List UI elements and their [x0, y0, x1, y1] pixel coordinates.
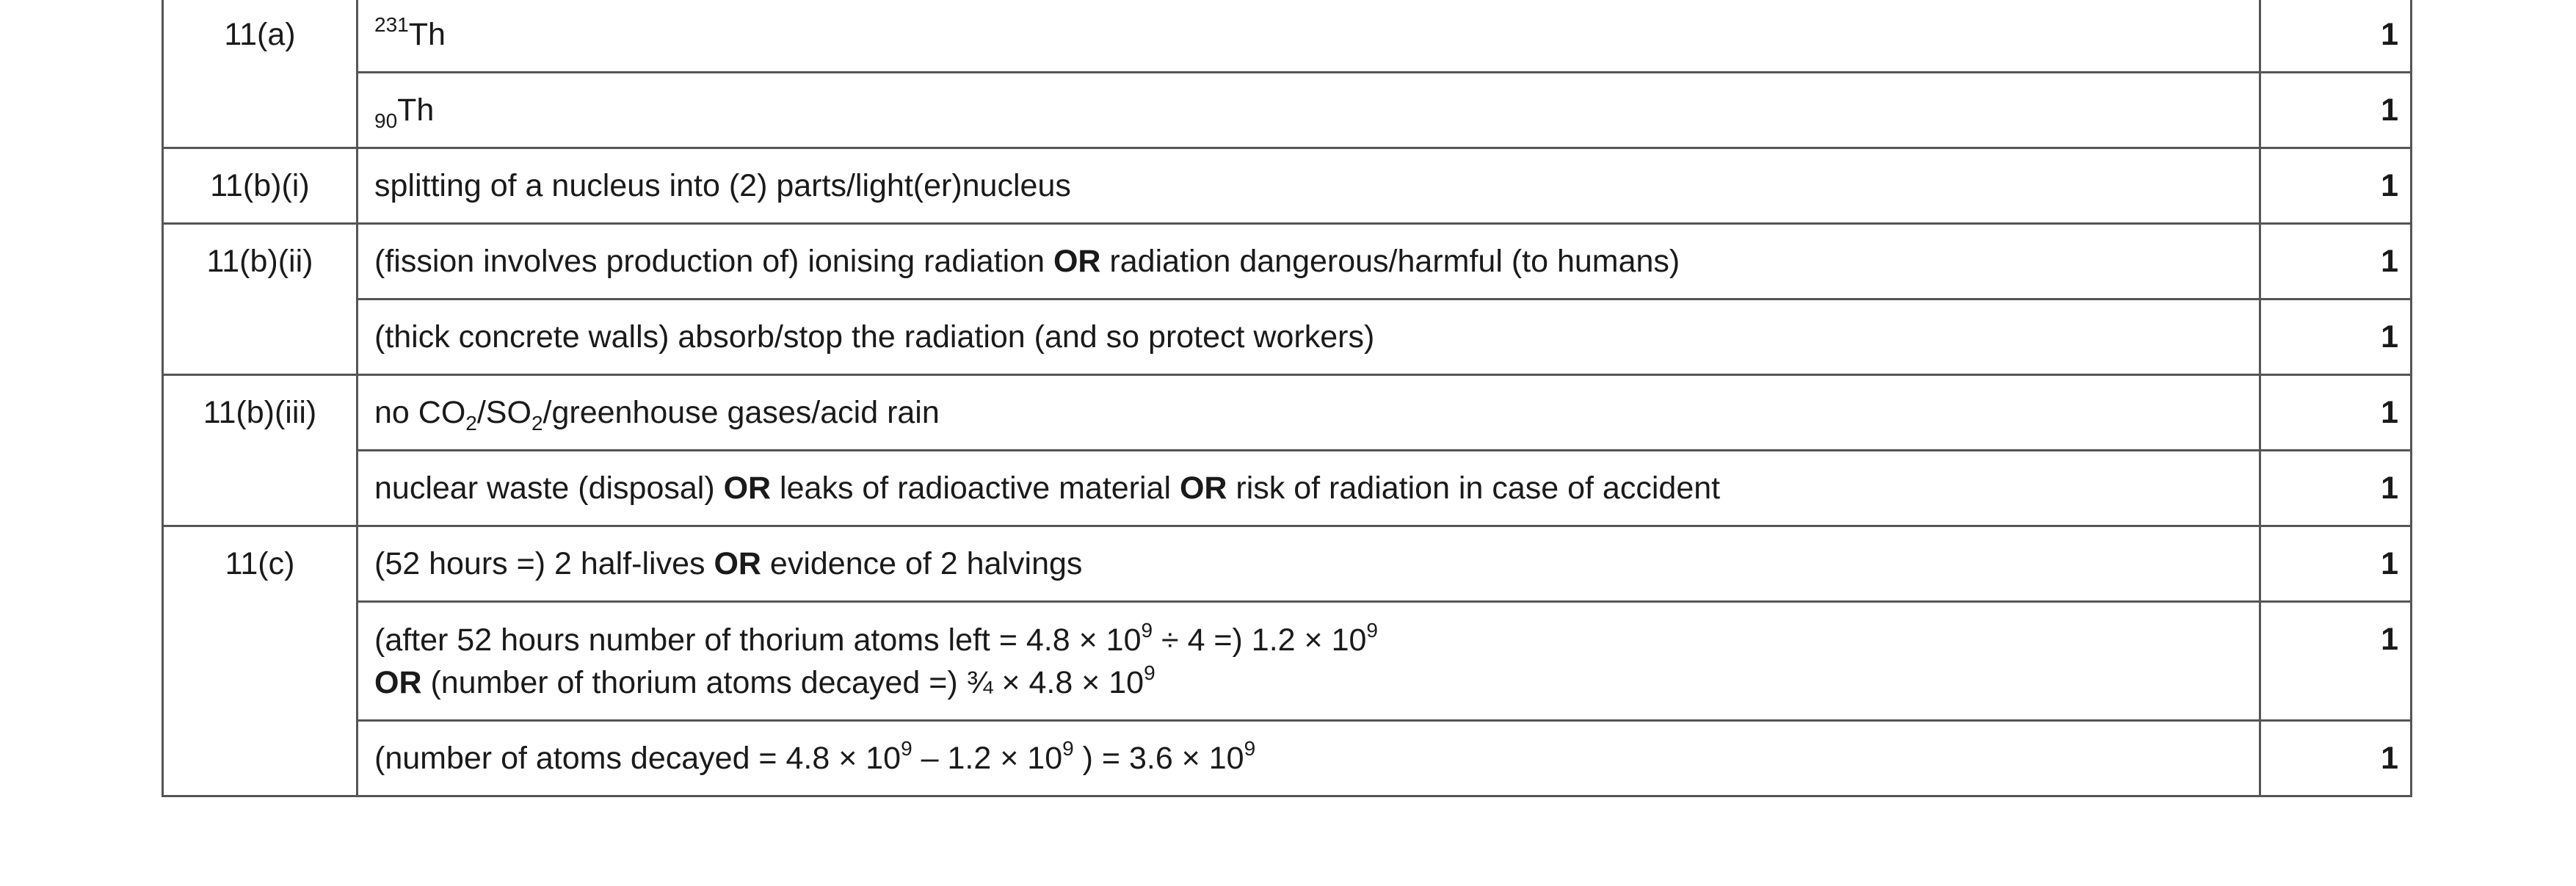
- question-number: 11(a): [224, 17, 296, 52]
- mark-value: 1: [2381, 395, 2398, 430]
- mark-value: 1: [2381, 741, 2398, 776]
- answer-line: OR (number of thorium atoms decayed =) ¾ × $4.8 \times 10^9$: [374, 661, 1155, 700]
- answer-cell: nuclear waste (disposal) OR leaks of radioactive material OR risk of radiation in case of accident: [358, 451, 2260, 526]
- answer-cell: (52 hours =) 2 half-lives OR evidence of 2 halvings: [358, 526, 2260, 602]
- mark-cell: [2260, 602, 2412, 721]
- mark-value: 1: [2381, 92, 2398, 128]
- question-number: 11(b)(ii): [206, 244, 313, 279]
- table-row: [163, 224, 2412, 299]
- table-row: [163, 721, 2412, 796]
- mark-value: 1: [2381, 622, 2398, 657]
- question-number-cell: [163, 0, 358, 148]
- mark-cell: [2260, 451, 2412, 526]
- mark-scheme-table: [162, 0, 2412, 797]
- answer-cell: $^{231}$Th: [358, 0, 2260, 73]
- mark-value: 1: [2381, 319, 2398, 355]
- answer-cell: no $CO_2/SO_2$/greenhouse gases/acid rain: [358, 375, 2260, 451]
- answer-cell: splitting of a nucleus into (2) parts/light(er)nucleus: [358, 148, 2260, 224]
- answer-cell: (fission involves production of) ionising radiation OR radiation dangerous/harmful (to humans): [358, 224, 2260, 299]
- mark-value: 1: [2381, 546, 2398, 581]
- mark-cell: [2260, 224, 2412, 299]
- mark-value: 1: [2381, 244, 2398, 279]
- table-row: [163, 299, 2412, 375]
- answer-cell: $_{90}$Th: [358, 73, 2260, 148]
- mark-cell: [2260, 299, 2412, 375]
- table-row: [163, 73, 2412, 148]
- table-row: [163, 0, 2412, 73]
- answer-cell: [358, 602, 2260, 721]
- table-row: [163, 526, 2412, 602]
- mark-value: 1: [2381, 168, 2398, 203]
- table-row: [163, 375, 2412, 451]
- table-row: [163, 451, 2412, 526]
- mark-cell: [2260, 721, 2412, 796]
- mark-cell: [2260, 526, 2412, 602]
- answer-line: (after 52 hours number of thorium atoms left = $4.8 \times 10^9 \div 4$ =) $1.2 \times 10^9$: [374, 619, 1378, 658]
- question-number-cell: [163, 224, 358, 375]
- answer-cell: (number of atoms decayed = $4.8 \times 10^9 - 1.2 \times 10^9$ ) = $3.6 \times 10^9$: [358, 721, 2260, 796]
- mark-cell: [2260, 0, 2412, 73]
- question-number: 11(b)(i): [210, 168, 310, 203]
- question-number-cell: [163, 375, 358, 526]
- question-number: 11(b)(iii): [203, 395, 317, 430]
- question-number-cell: [163, 148, 358, 224]
- table-row: [163, 602, 2412, 721]
- question-number: 11(c): [225, 546, 295, 581]
- mark-cell: [2260, 73, 2412, 148]
- question-number-cell: [163, 526, 358, 796]
- mark-value: 1: [2381, 17, 2398, 52]
- mark-value: 1: [2381, 471, 2398, 506]
- mark-cell: [2260, 375, 2412, 451]
- mark-cell: [2260, 148, 2412, 224]
- table-row: [163, 148, 2412, 224]
- answer-cell: (thick concrete walls) absorb/stop the radiation (and so protect workers): [358, 299, 2260, 375]
